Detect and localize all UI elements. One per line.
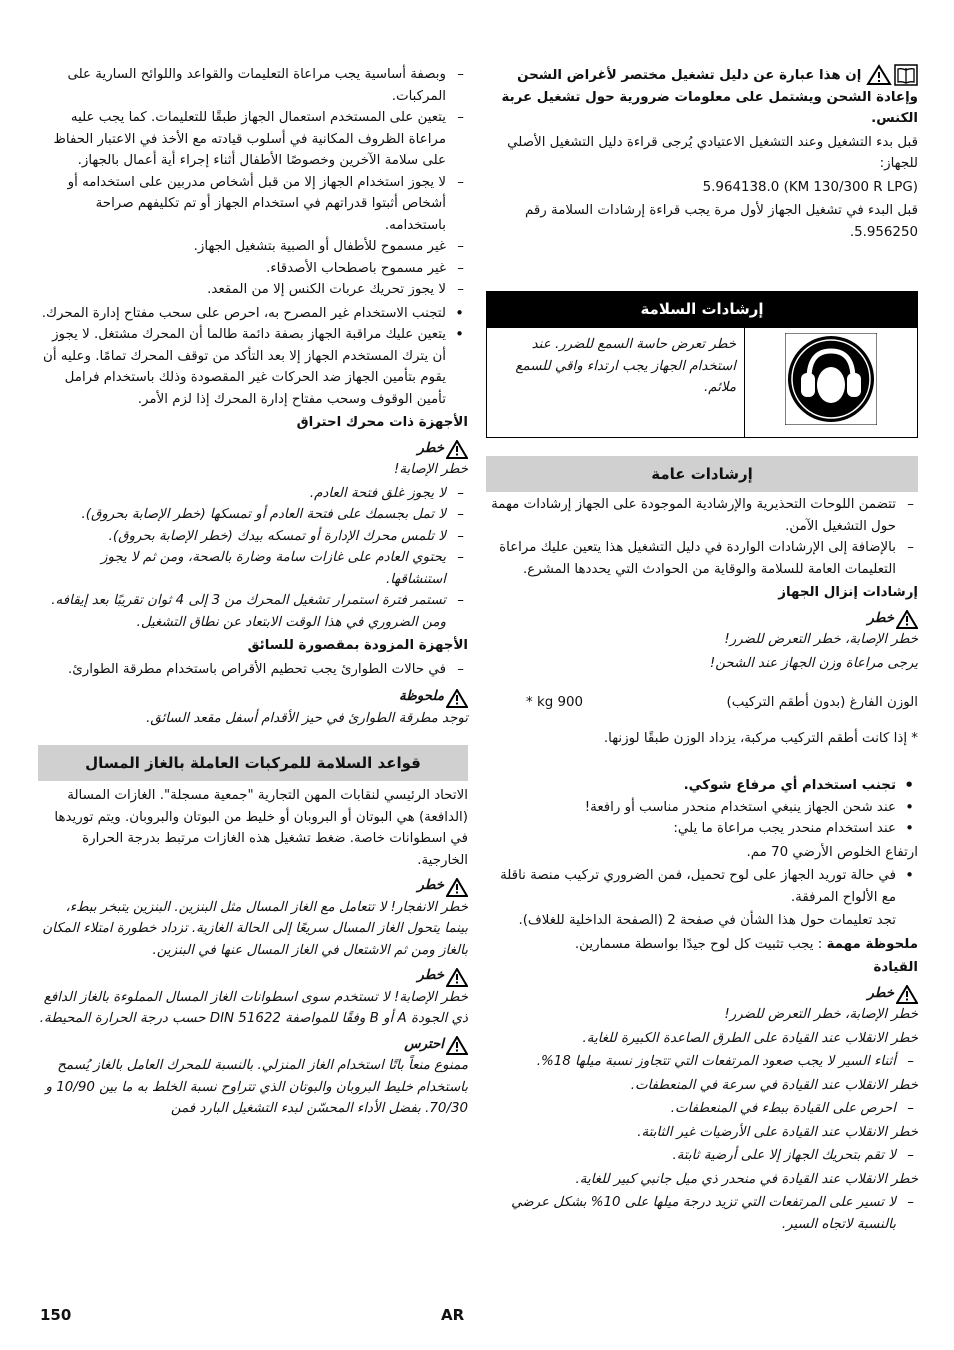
list-item: – في حالات الطوارئ يجب تحطيم الأقراص باستخدام مطرقة الطوارئ. [38, 659, 468, 681]
list-item: – لا يجوز غلق فتحة العادم. [38, 483, 468, 505]
warning-triangle-icon [446, 440, 468, 459]
list-item: • لتجنب الاستخدام غير المصرح به، احرص على سحب مفتاح إدارة المحرك. [38, 303, 468, 325]
list-item: – يحتوي العادم على غازات سامة وضارة بالصحة، ومن ثم لا يجوز استنشاقها. [38, 547, 468, 590]
warning-triangle-icon [446, 878, 468, 897]
warning-triangle-icon [866, 64, 892, 86]
hearing-protection-cell [745, 328, 918, 438]
danger-label: خطر [38, 875, 468, 897]
manual-icons [866, 64, 918, 86]
left-column [38, 64, 468, 1122]
list-item: • تجنب استخدام أي مرفاع شوكي. [486, 775, 918, 797]
key-bullets [38, 303, 468, 411]
list-item: – لا تقم بتحريك الجهاز إلا على أرضية ثابتة. [486, 1145, 918, 1167]
driving-line: خطر الانقلاب عند القيادة في منحدر ذي ميل جانبي كبير للغاية. [575, 1171, 918, 1187]
list-item: – لا تسير على المرتفعات التي تزيد درجة ميلها على 10% بشكل عرضي بالنسبة لاتجاه السير. [486, 1192, 918, 1235]
intro-bold-text: إن هذا عبارة عن دليل تشغيل مختصر لأغراض الشحن وإعادة الشحن ويشتمل على معلومات ضرورية حول تشغيل عربة الكنس. [501, 68, 918, 126]
unload-heading: إرشادات إنزال الجهاز [778, 585, 918, 600]
ear-protection-icon [785, 333, 877, 425]
danger-label: خطر [38, 965, 468, 987]
safety-table [486, 327, 918, 438]
list-item: – احرص على القيادة ببطء في المنعطفات. [486, 1098, 918, 1120]
warning-triangle-icon [896, 985, 918, 1004]
warning-triangle-icon [446, 689, 468, 708]
driving-heading: القيادة [873, 960, 918, 975]
weight-value: 900 kg * [526, 695, 584, 710]
list-item: • عند استخدام منحدر يجب مراعاة ما يلي: [486, 818, 918, 840]
language-code: AR [441, 1306, 465, 1324]
injury-line: خطر الإصابة! [394, 462, 468, 477]
weight-row [486, 692, 918, 714]
warning-triangle-icon [446, 968, 468, 987]
intro-text-3: قبل البدء في تشغيل الجهاز لأول مرة يجب قراءة إرشادات السلامة رقم 5.956250. [524, 203, 918, 240]
combustion-heading: الأجهزة ذات محرك احتراق [296, 415, 468, 430]
warning-triangle-icon [446, 1036, 468, 1055]
right-column [486, 64, 918, 1237]
note-text: توجد مطرقة الطوارئ في حيز الأقدام أسفل مقعد السائق. [146, 710, 468, 726]
list-item: – تستمر فترة استمرار تشغيل المحرك من 3 إلى 4 ثوان تقريبًا بعد إيقافه. ومن الضروري في هذا الوقت الابتعاد عن نطاق التشغيل. [38, 590, 468, 633]
lpg-header: قواعد السلامة للمركبات العاملة بالغاز المسال [38, 745, 468, 781]
list-item: – غير مسموح للأطفال أو الصبية بتشغيل الجهاز. [38, 236, 468, 258]
clearance-text: ارتفاع الخلوص الأرضي 70 مم. [746, 844, 918, 860]
seat-list [38, 659, 468, 681]
danger-label: خطر [486, 983, 918, 1005]
weight-label: الوزن الفارغ (بدون أطقم التركيب) [726, 695, 918, 710]
caution-label: احترس [38, 1034, 468, 1056]
list-item: – بالإضافة إلى الإرشادات الواردة في دليل التشغيل هذا يتعين عليك مراعاة التعليمات العامة للسلامة والوقاية من الحوادث التي يحددها المشرع. [486, 537, 918, 580]
important-note: ملحوظة مهمة : يجب تثبيت كل لوح جيدًا بواسطة مسمارين. [574, 936, 918, 952]
caution-text: ممنوع منعاً باتًا استخدام الغاز المنزلي. بالنسبة للمحرك العامل بالغاز يُسمح باستخدام خليط البروبان والبوتان الذي تتراوح نسبة الخلط به ما بين 10/90 و 70/30. بفضل الأداء المحسّن لبدء التشغيل البارد فمن [45, 1058, 468, 1116]
cylinder-danger-text: خطر الإصابة! لا تستخدم سوى اسطوانات الغاز المسال المملوءة بالغاز الدافع ذي الجودة A أو B وفقًا للمواصفة DIN 51622 حسب درجة الحرارة المحيطة. [39, 989, 468, 1026]
explosion-danger-text: خطر الانفجار! لا تتعامل مع الغاز المسال مثل البنزين. البنزين يتبخر ببطء، بينما يتحول الغاز المسال سريعًا إلى الحالة الغازية. تزداد خطورة امتلاء المكان بالغاز ومن ثم الاشتعال في الغاز المسال عنها في البنزين. [42, 899, 468, 958]
list-item: – لا تمل بجسمك على فتحة العادم أو تمسكها (خطر الإصابة بحروق). [38, 504, 468, 526]
driving-line: خطر الانقلاب عند القيادة على الأرضيات غير الثابتة. [637, 1124, 918, 1140]
unload-line-1: خطر الإصابة، خطر التعرض للضرر! [724, 632, 918, 647]
intro-text-1: قبل بدء التشغيل وعند التشغيل الاعتيادي يُرجى قراءة دليل التشغيل الأصلي للجهاز: [507, 134, 918, 171]
pallet-note: تجد تعليمات حول هذا الشأن في صفحة 2 (الصفحة الداخلية للغلاف). [518, 913, 896, 928]
list-item: – لا تلمس محرك الإدارة أو تمسكه بيدك (خطر الإصابة بحروق). [38, 526, 468, 548]
driving-line: خطر الانقلاب عند القيادة في سرعة في المنعطفات. [630, 1077, 918, 1093]
list-item: – وبصفة أساسية يجب مراعاة التعليمات والقواعد واللوائح السارية على المركبات. [38, 64, 468, 107]
rules-list [38, 64, 468, 301]
book-icon [894, 64, 918, 86]
driving-list [486, 1051, 918, 1235]
weight-note: * إذا كانت أطقم التركيب مركبة، يزداد الوزن طبقًا لوزنها. [603, 730, 918, 746]
general-header: إرشادات عامة [486, 456, 918, 492]
driving-line-2: خطر الانقلاب عند القيادة على الطرق الصاعدة الكبيرة للغاية. [582, 1030, 918, 1046]
list-item: • عند شحن الجهاز ينبغي استخدام منحدر مناسب أو رافعة! [486, 797, 918, 819]
ramp-bullets [486, 775, 918, 840]
combustion-list [38, 483, 468, 634]
page-number: 150 [40, 1306, 72, 1324]
pallet-bullets [486, 865, 918, 908]
list-item: – لا يجوز استخدام الجهاز إلا من قبل أشخاص مدربين على استخدامه أو أشخاص أثبتوا قدراتهم في استخدام الجهاز أو تم تكليفهم صراحة باستخدامه. [38, 172, 468, 237]
unload-line-2: يرجى مراعاة وزن الجهاز عند الشحن! [709, 655, 918, 671]
list-item: – أثناء السير لا يجب صعود المرتفعات التي تتجاوز نسبة ميلها 18%. [486, 1051, 918, 1073]
general-list [486, 494, 918, 580]
safety-header: إرشادات السلامة [486, 291, 918, 327]
list-item: • في حالة توريد الجهاز على لوح تحميل، فمن الضروري تركيب منصة ناقلة مع الألواح المرفقة. [486, 865, 918, 908]
list-item: – تتضمن اللوحات التحذيرية والإرشادية الموجودة على الجهاز إرشادات مهمة حول التشغيل الآمن. [486, 494, 918, 537]
driving-line-1: خطر الإصابة، خطر التعرض للضرر! [724, 1007, 918, 1022]
intro-text-2: (KM 130/300 R LPG) 5.964138.0 [702, 179, 918, 195]
seat-heading: الأجهزة المزودة بمقصورة للسائق [247, 638, 468, 653]
list-item: – غير مسموح باصطحاب الأصدقاء. [38, 258, 468, 280]
intro-paragraph [486, 64, 918, 130]
danger-label: خطر [486, 608, 918, 630]
note-label: ملحوظة [38, 686, 468, 708]
warning-triangle-icon [896, 610, 918, 629]
danger-label: خطر [38, 438, 468, 460]
lpg-paragraph: الاتحاد الرئيسي لنقابات المهن التجارية "جمعية مسجلة". الغازات المسالة (الدافعة) هي البوتان أو البروبان أو خليط من البوتان والبروبان. ويتم توريدها في اسطوانات خاصة. ضغط تشغيل هذه الغازات مرتبط بدرجة الحرارة الخارجية. [54, 788, 468, 868]
list-item: – يتعين على المستخدم استعمال الجهاز طبقًا للتعليمات. كما يجب عليه مراعاة الظروف المكانية في أسلوب قيادته مع الأخذ في الاعتبار الحفاظ على سلامة الآخرين وخصوصًا الأطفال أثناء إجراء أية أعمال بالجهاز. [38, 107, 468, 172]
safety-text: خطر تعرض حاسة السمع للضرر. عند استخدام الجهاز يجب ارتداء واقي للسمع ملائم. [487, 328, 745, 438]
list-item: – لا يجوز تحريك عربات الكنس إلا من المقعد. [38, 279, 468, 301]
list-item: • يتعين عليك مراقبة الجهاز بصفة دائمة طالما أن المحرك مشتغل. لا يجوز أن يترك المستخدم الجهاز إلا بعد التأكد من توقف المحرك تمامًا. وعليه أن يقوم بتأمين الجهاز ضد الحركات غير المقصودة وذلك باستخدام فرامل تأمين الوقوف وسحب مفتاح إدارة المحرك إذا لزم الأمر. [38, 324, 468, 410]
